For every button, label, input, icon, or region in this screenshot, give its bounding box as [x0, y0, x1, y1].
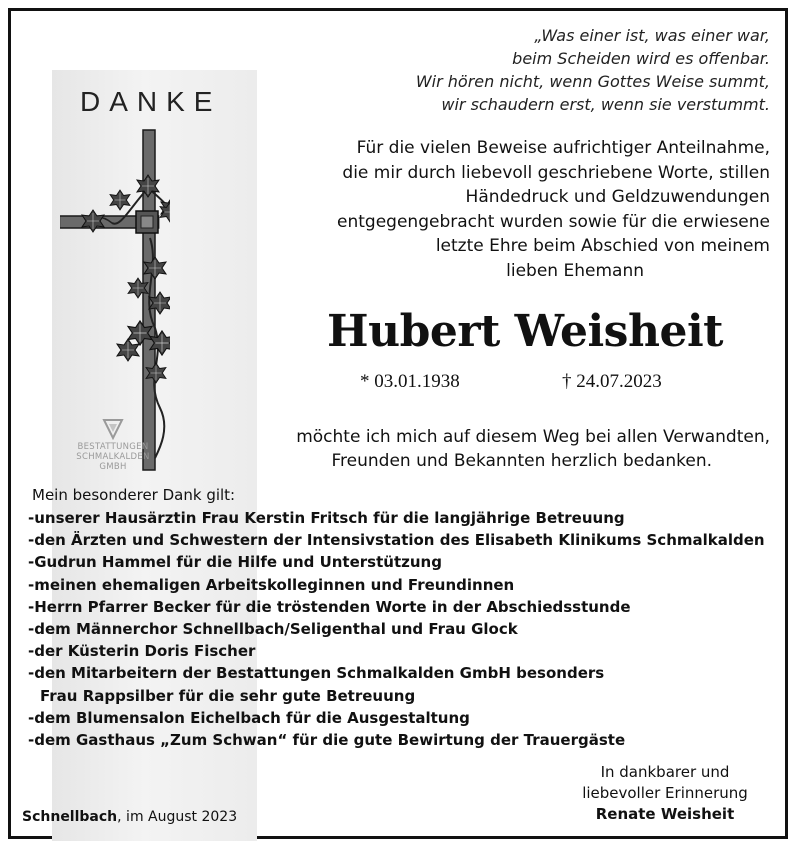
intro-line: lieben Ehemann	[506, 260, 644, 281]
closing-line: liebevoller Erinnerung	[582, 784, 748, 802]
funeral-home-logo	[62, 418, 164, 472]
list-item: -den Mitarbeitern der Bestattungen Schmalkalden GmbH besonders	[28, 664, 605, 683]
place-and-date	[22, 809, 237, 825]
intro-line: Händedruck und Geldzuwendungen	[465, 187, 770, 207]
intro-line: die mir durch liebevoll geschriebene Worte, stillen	[342, 162, 770, 183]
thanks-line: möchte ich mich auf diesem Weg bei allen Verwandten,	[296, 427, 770, 447]
signature: Renate Weisheit	[595, 805, 735, 823]
closing-line: In dankbarer und	[600, 763, 730, 781]
quote-line: „Was einer ist, was einer war,	[534, 26, 770, 45]
danke-heading: DANKE	[80, 86, 222, 117]
special-thanks-heading: Mein besonderer Dank gilt:	[32, 486, 236, 504]
thanks-text	[170, 425, 770, 473]
list-item: -dem Gasthaus „Zum Schwan“ für die gute Bewirtung der Trauergäste	[28, 731, 626, 750]
list-item: -unserer Hausärztin Frau Kerstin Fritsch für die langjährige Betreuung	[28, 509, 625, 527]
list-item: -dem Blumensalon Eichelbach für die Ausgestaltung	[28, 708, 470, 727]
memorial-quote	[350, 24, 770, 116]
list-item: -Herrn Pfarrer Becker für die tröstenden Worte in der Abschiedsstunde	[28, 597, 631, 616]
birth-date: * 03.01.1938	[360, 371, 460, 392]
death-date: † 24.07.2023	[562, 371, 662, 392]
deceased-name: Hubert Weisheit	[327, 306, 723, 357]
list-item: Frau Rappsilber für die sehr gute Betreuung	[40, 686, 416, 705]
intro-line: Für die vielen Beweise aufrichtiger Anteilnahme,	[356, 138, 770, 158]
intro-line: letzte Ehre beim Abschied von meinem	[435, 236, 770, 256]
logo-line-1: BESTATTUNGEN	[77, 442, 149, 452]
list-item: -der Küsterin Doris Fischer	[28, 642, 256, 661]
logo-line-3: GMBH	[99, 462, 127, 472]
place-name: Schnellbach	[22, 809, 118, 825]
logo-line-2: SCHMALKALDEN	[76, 452, 150, 462]
intro-text	[250, 136, 770, 283]
quote-line: Wir hören nicht, wenn Gottes Weise summt,	[415, 72, 770, 91]
quote-line: beim Scheiden wird es offenbar.	[512, 49, 770, 68]
list-item: -meinen ehemaligen Arbeitskolleginnen und Freundinnen	[28, 575, 515, 594]
thanks-line: Freunden und Bekannten herzlich bedanken.	[331, 451, 712, 471]
logo-mark-icon	[102, 418, 124, 440]
list-item: -den Ärzten und Schwestern der Intensivstation des Elisabeth Klinikums Schmalkalden	[28, 531, 765, 550]
special-thanks-list	[28, 507, 765, 751]
intro-line: entgegengebracht wurden sowie für die erwiesene	[337, 211, 770, 232]
list-item: -Gudrun Hammel für die Hilfe und Unterstützung	[28, 553, 442, 572]
quote-line: wir schaudern erst, wenn sie verstummt.	[441, 95, 770, 114]
date-text: , im August 2023	[117, 809, 238, 825]
closing-block	[560, 762, 770, 825]
list-item: -dem Männerchor Schnellbach/Seligenthal und Frau Glock	[28, 620, 518, 639]
